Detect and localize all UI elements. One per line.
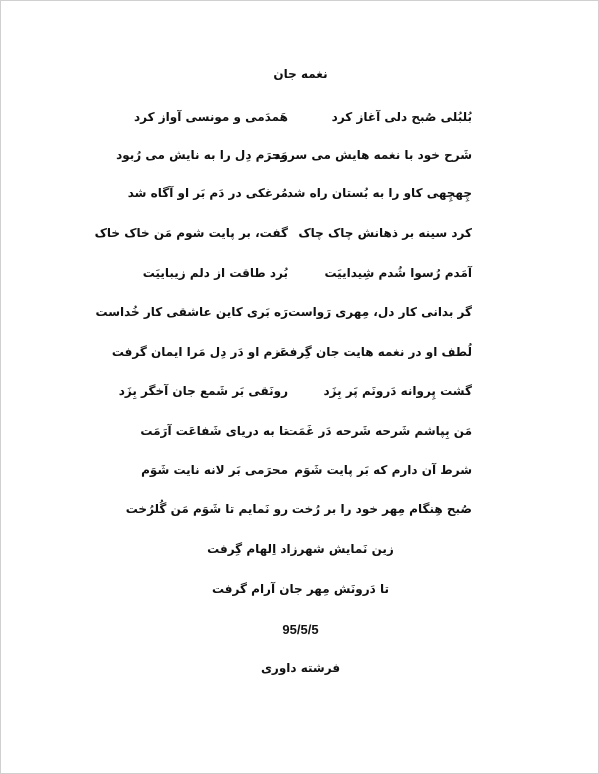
hemistich-7a: لُطف او در نغمه هایت جان گِرفت [276, 345, 472, 359]
poem-author: فرشته داوری [260, 661, 341, 675]
closing-line-2: تا دَرونَش مِهر جان آرام گرفت [211, 582, 390, 596]
hemistich-10a: شرط آن دارم که بَر پایت شَوَم [294, 463, 472, 477]
hemistich-2a: شَرح خود با نغمه هایش می سرود [274, 148, 472, 162]
hemistich-8b: رونَقی بَر شَمع جان آخگر بِزَد [118, 384, 288, 398]
hemistich-5a: آمَدم رُسوا شُدم شِیداییَت [324, 266, 472, 280]
couplet-2 [1, 148, 599, 168]
couplet-6 [1, 305, 599, 325]
couplet-1 [1, 110, 599, 130]
poem-title: نغمه جان [273, 67, 328, 81]
couplet-10 [1, 463, 599, 483]
hemistich-8a: گشت پِروانه دَرونَم پَر بِزَد [323, 384, 472, 398]
poem-date: 95/5/5 [282, 622, 319, 637]
hemistich-5b: بُرد طاقت از دلم زیباییَت [142, 266, 288, 280]
hemistich-1b: هَمدَمی و مونسی آواز کرد [133, 110, 288, 124]
hemistich-6a: گر بدانی کار دل، مِهری رَواست [288, 305, 472, 319]
couplet-8 [1, 384, 599, 404]
hemistich-7b: عَزم او دَر دِل مَرا ایمان گرفت [111, 345, 288, 359]
hemistich-10b: محرَمی بَر لانه نایت شَوَم [141, 463, 288, 477]
closing-line-1: زین نَمایش شهرزاد اِلهام گِرفت [207, 542, 394, 556]
hemistich-4b: گفت، بر پایت شوم مَن خاک خاک [94, 226, 288, 240]
couplet-9 [1, 424, 599, 444]
hemistich-11b: رو نَمایم تا شَوَم مَن گُلرُخت [125, 502, 288, 516]
couplet-11 [1, 502, 599, 522]
hemistich-11a: صُبح هِنگام مِهر خود را بر رُخت [291, 502, 472, 516]
hemistich-9a: مَن بِپاشم شَرحه شَرحه دَر غَمَت [285, 424, 472, 438]
couplet-5 [1, 266, 599, 286]
couplet-7 [1, 345, 599, 365]
hemistich-1a: بُلبُلی صُبح دلی آغاز کرد [331, 110, 472, 124]
hemistich-3a: چِهچِهی کاو را به بُستان راه شد [286, 186, 472, 200]
couplet-3 [1, 186, 599, 206]
couplet-4 [1, 226, 599, 246]
hemistich-4a: کرد سینه بر ذهانش چاک چاک [298, 226, 472, 240]
hemistich-3b: مُرغکی در دَم بَر او آگاه شد [127, 186, 288, 200]
hemistich-9b: تا به دریای شَفاعَت آرَمَت [140, 424, 288, 438]
hemistich-2b: مَحرَم دِل را به نایش می رُبود [116, 148, 288, 162]
hemistich-6b: رَه بَری کاین عاشقی کار خُداست [95, 305, 288, 319]
